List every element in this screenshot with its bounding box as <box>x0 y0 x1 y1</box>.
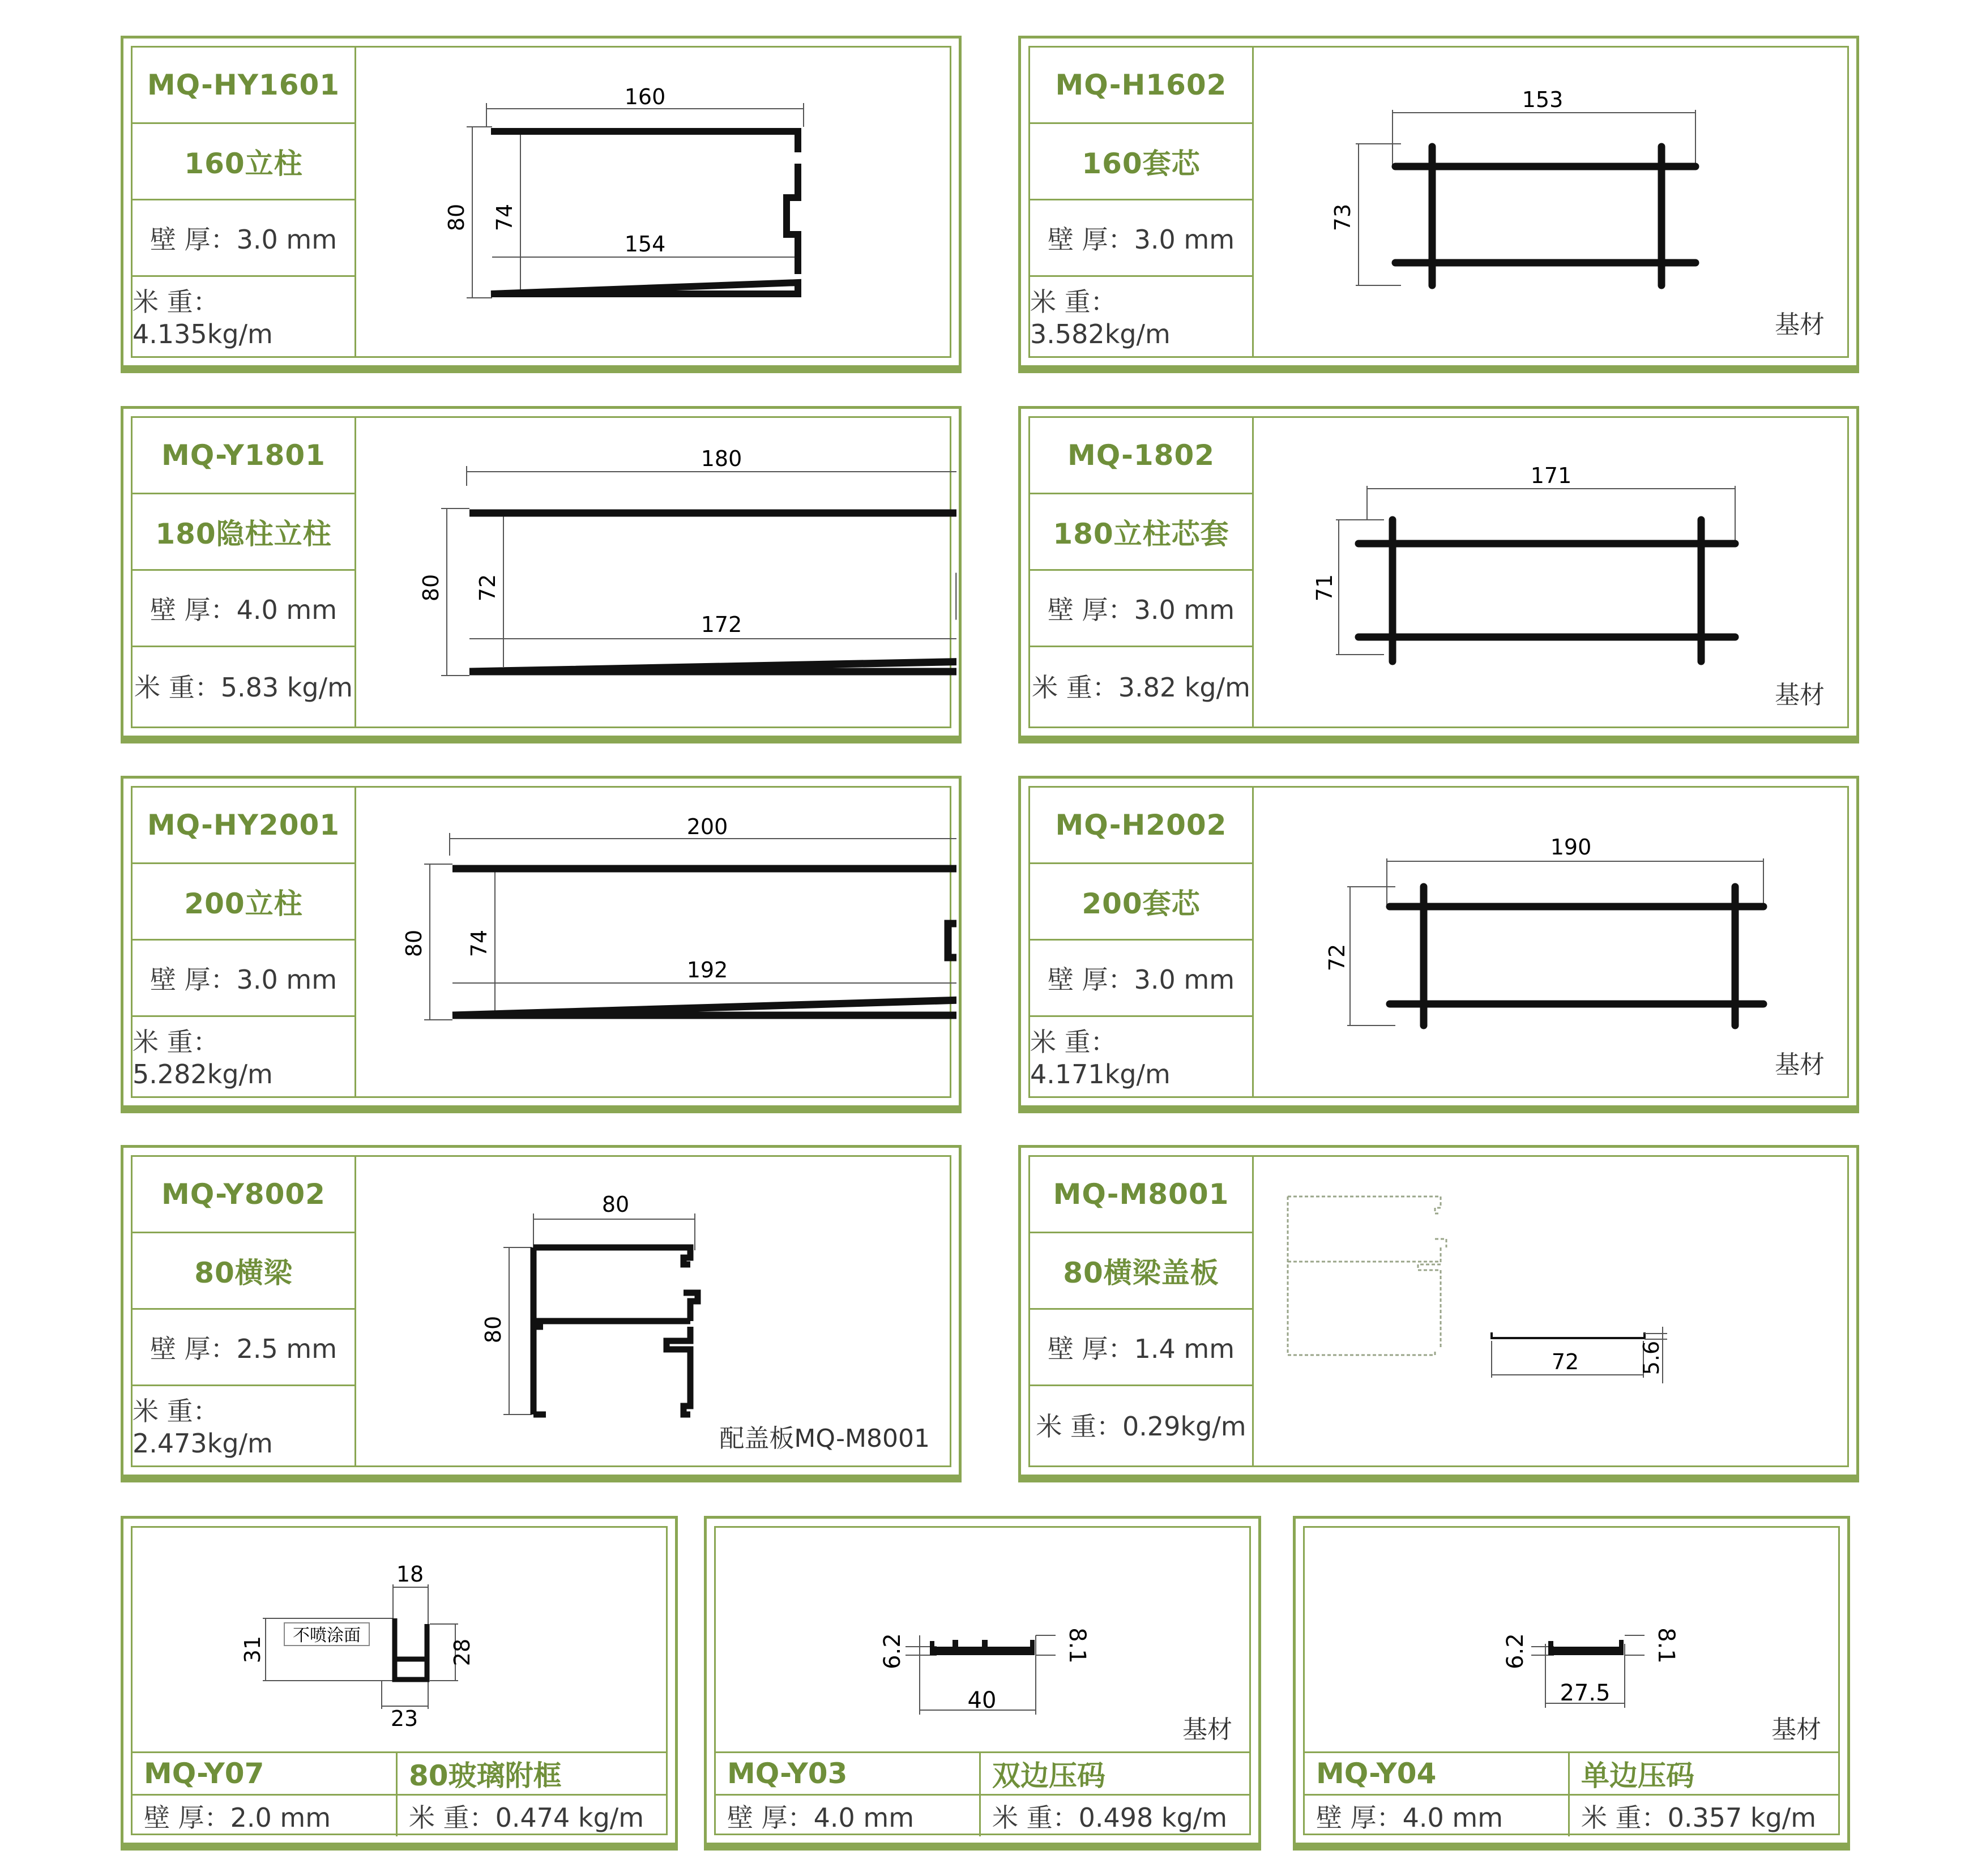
weight-per-meter: 米 重：5.282kg/m <box>133 1026 273 1089</box>
spec-column <box>1030 418 1254 727</box>
profile-svg <box>1305 1528 1843 1751</box>
profile-drawing <box>356 418 950 727</box>
dim-width: 190 <box>1550 835 1592 860</box>
dim-height: 5.6 <box>1639 1340 1664 1375</box>
dim-bottom: 23 <box>390 1706 418 1731</box>
product-card-mq-m8001 <box>1018 1145 1859 1477</box>
dim-height: 80 <box>444 203 469 232</box>
dim-inner-height: 72 <box>475 574 500 602</box>
profile-drawing <box>356 48 950 356</box>
product-card-mq-hy2001 <box>121 776 962 1108</box>
weight-per-meter: 米 重：3.582kg/m <box>1030 286 1171 349</box>
profile-svg <box>1254 1157 1854 1468</box>
spec-column <box>133 418 356 727</box>
wall-thickness: 壁 厚：4.0 mm <box>727 1802 915 1833</box>
material-note: 基材 <box>1182 1715 1232 1744</box>
wall-thickness: 壁 厚：4.0 mm <box>133 571 354 647</box>
dim-right: 8.1 <box>1653 1627 1679 1664</box>
dim-width: 200 <box>686 814 728 839</box>
product-code: MQ-Y1801 <box>133 418 354 494</box>
cover-plate-note: 配盖板MQ-M8001 <box>719 1424 930 1453</box>
product-code: MQ-Y8002 <box>133 1157 354 1233</box>
dim-inner-height: 74 <box>492 203 517 232</box>
weight-per-meter: 米 重：5.83 kg/m <box>134 672 353 703</box>
dim-width: 153 <box>1522 87 1564 112</box>
spec-row-top <box>1305 1751 1838 1794</box>
profile-svg <box>1254 48 1854 359</box>
product-card-mq-h2002 <box>1018 776 1859 1108</box>
profile-svg <box>356 418 956 729</box>
dim-inner-height: 74 <box>467 929 492 958</box>
card-inner <box>1028 46 1849 358</box>
spec-column <box>133 1157 356 1465</box>
spec-row-bottom <box>716 1794 1249 1836</box>
spec-row-top <box>716 1751 1249 1794</box>
spec-column <box>133 48 356 356</box>
weight-per-meter: 米 重：4.135kg/m <box>133 286 273 349</box>
spec-row-bottom <box>133 1794 666 1836</box>
wall-thickness: 壁 厚：4.0 mm <box>1316 1802 1504 1833</box>
card-inner <box>131 1155 951 1467</box>
dim-top: 18 <box>396 1562 424 1587</box>
product-code: MQ-HY2001 <box>133 788 354 864</box>
product-name: 200立柱 <box>133 864 354 941</box>
product-name: 200套芯 <box>1030 864 1252 941</box>
dim-width: 171 <box>1530 463 1572 488</box>
product-name: 80玻璃附框 <box>396 1753 666 1794</box>
card-inner <box>1303 1526 1840 1835</box>
profile-svg <box>1254 418 1854 729</box>
wall-thickness: 壁 厚：2.0 mm <box>144 1802 331 1833</box>
spec-column <box>133 788 356 1096</box>
product-code: MQ-1802 <box>1030 418 1252 494</box>
product-name: 160立柱 <box>133 124 354 200</box>
profile-svg <box>356 788 956 1099</box>
profile-svg <box>1254 788 1854 1099</box>
dim-left: 6.2 <box>1502 1633 1528 1669</box>
product-code: MQ-H2002 <box>1030 788 1252 864</box>
wall-thickness: 壁 厚：3.0 mm <box>1030 200 1252 277</box>
product-card-mq-hy1601 <box>121 36 962 368</box>
unpainted-surface-label: 不喷涂面 <box>293 1626 361 1646</box>
dim-width: 160 <box>624 84 666 109</box>
profile-drawing <box>1254 48 1847 356</box>
product-name: 双边压码 <box>979 1753 1249 1794</box>
weight-per-meter: 米 重：0.474 kg/m <box>396 1796 666 1836</box>
weight-per-meter: 米 重：0.29kg/m <box>1036 1411 1246 1442</box>
material-note: 基材 <box>1775 681 1825 710</box>
product-card-mq-y03 <box>704 1516 1261 1845</box>
dim-right: 28 <box>450 1638 475 1666</box>
dim-left: 31 <box>240 1635 265 1664</box>
product-card-mq-y07 <box>121 1516 678 1845</box>
product-card-mq-y04 <box>1293 1516 1850 1845</box>
dim-inner-width: 172 <box>701 612 742 637</box>
wall-thickness: 壁 厚：3.0 mm <box>1030 571 1252 647</box>
dim-height: 73 <box>1330 203 1355 232</box>
dim-height: 80 <box>481 1315 506 1344</box>
dim-inner-width: 192 <box>686 958 728 982</box>
product-name: 160套芯 <box>1030 124 1252 200</box>
spec-row-bottom <box>1305 1794 1838 1836</box>
card-inner <box>714 1526 1251 1835</box>
product-code: MQ-M8001 <box>1030 1157 1252 1233</box>
wall-thickness: 壁 厚：3.0 mm <box>133 200 354 277</box>
profile-drawing <box>133 1528 666 1751</box>
card-inner <box>131 46 951 358</box>
wall-thickness: 壁 厚：3.0 mm <box>1030 941 1252 1017</box>
product-code: MQ-Y04 <box>1316 1757 1437 1790</box>
spec-column <box>1030 48 1254 356</box>
wall-thickness: 壁 厚：3.0 mm <box>133 941 354 1017</box>
product-name: 180立柱芯套 <box>1030 494 1252 571</box>
dim-height: 71 <box>1312 574 1337 602</box>
profile-svg <box>133 1528 670 1751</box>
product-card-mq-y8002 <box>121 1145 962 1477</box>
card-inner <box>131 786 951 1098</box>
product-card-mq-1802 <box>1018 406 1859 738</box>
material-note: 基材 <box>1775 1050 1825 1079</box>
profile-drawing <box>1254 1157 1847 1465</box>
product-name: 单边压码 <box>1568 1753 1838 1794</box>
card-inner <box>1028 1155 1849 1467</box>
spec-column <box>1030 788 1254 1096</box>
spec-row-top <box>133 1751 666 1794</box>
product-name: 80横梁盖板 <box>1030 1233 1252 1310</box>
product-card-mq-h1602 <box>1018 36 1859 368</box>
dim-bottom: 40 <box>967 1687 997 1713</box>
dim-width: 72 <box>1551 1349 1579 1374</box>
dim-bottom: 27.5 <box>1560 1680 1611 1706</box>
card-inner <box>131 1526 668 1835</box>
dim-height: 80 <box>418 574 443 602</box>
profile-drawing <box>1254 418 1847 727</box>
wall-thickness: 壁 厚：2.5 mm <box>133 1310 354 1386</box>
card-inner <box>1028 786 1849 1098</box>
dim-inner-width: 154 <box>624 232 666 257</box>
product-code: MQ-Y03 <box>727 1757 848 1790</box>
dim-height: 72 <box>1325 943 1349 972</box>
weight-per-meter: 米 重：4.171kg/m <box>1030 1026 1171 1089</box>
dim-left: 6.2 <box>879 1633 906 1669</box>
profile-drawing <box>716 1528 1249 1751</box>
card-inner <box>1028 416 1849 728</box>
weight-per-meter: 米 重：2.473kg/m <box>133 1395 273 1459</box>
dim-height: 80 <box>402 929 426 958</box>
card-inner <box>131 416 951 728</box>
profile-svg <box>356 48 956 359</box>
material-note: 基材 <box>1771 1715 1821 1744</box>
product-code: MQ-Y07 <box>144 1757 264 1790</box>
product-card-mq-y1801 <box>121 406 962 738</box>
product-name: 180隐柱立柱 <box>133 494 354 571</box>
weight-per-meter: 米 重：0.498 kg/m <box>979 1796 1249 1836</box>
product-code: MQ-H1602 <box>1030 48 1252 124</box>
weight-per-meter: 米 重：0.357 kg/m <box>1568 1796 1838 1836</box>
product-name: 80横梁 <box>133 1233 354 1310</box>
profile-drawing <box>1254 788 1847 1096</box>
dim-width: 80 <box>601 1192 630 1217</box>
dim-right: 8.1 <box>1064 1627 1090 1664</box>
profile-drawing <box>1305 1528 1838 1751</box>
dim-width: 180 <box>701 446 742 471</box>
profile-drawing <box>356 788 950 1096</box>
spec-column <box>1030 1157 1254 1465</box>
material-note: 基材 <box>1775 310 1825 339</box>
wall-thickness: 壁 厚：1.4 mm <box>1030 1310 1252 1386</box>
product-code: MQ-HY1601 <box>133 48 354 124</box>
weight-per-meter: 米 重：3.82 kg/m <box>1032 672 1250 703</box>
profile-svg <box>716 1528 1254 1751</box>
profile-drawing <box>356 1157 950 1465</box>
